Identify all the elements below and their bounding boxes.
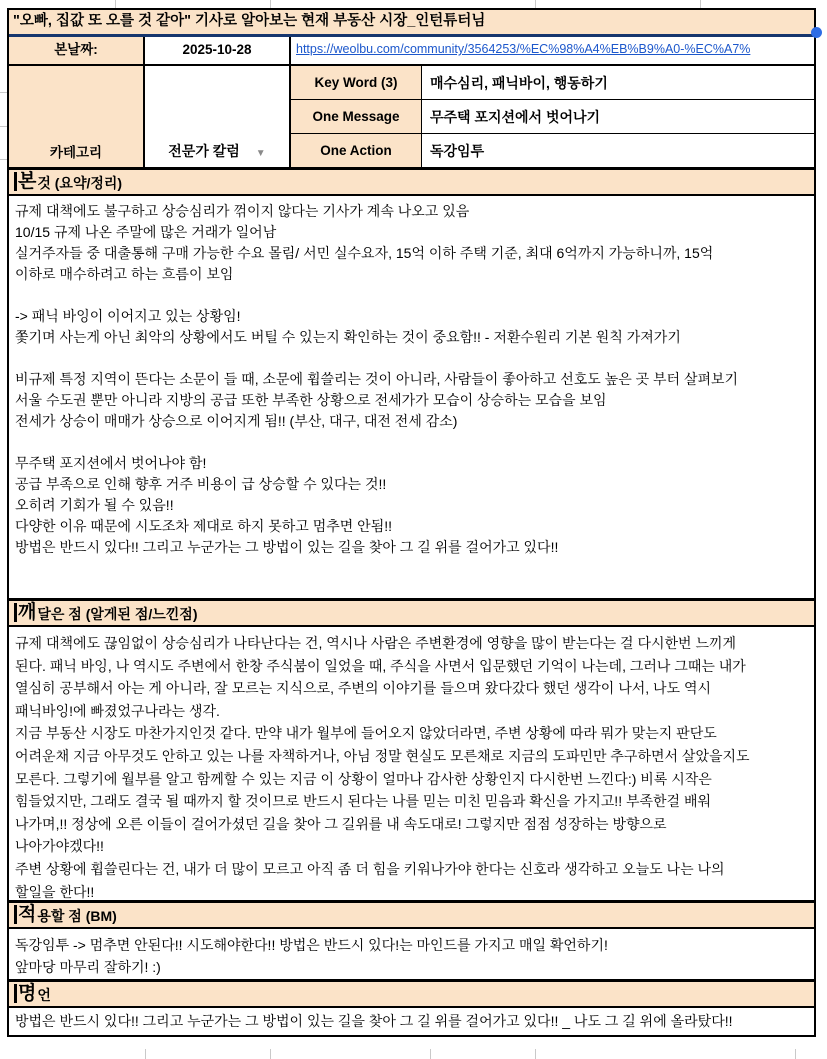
section-bar-icon (14, 172, 17, 191)
section-header-quote (9, 981, 814, 1008)
text-line: -> 패닉 바잉이 이어지고 있는 상황임! (15, 308, 241, 324)
section-title: 것 (요약/정리) (37, 175, 123, 191)
text-line: 공급 부족으로 인해 향후 거주 비용이 급 상승할 수 있다는 것!! (15, 476, 387, 492)
text-line: 앞마당 마무리 잘하기! :) (15, 959, 161, 975)
one-message-label: One Message (291, 100, 422, 133)
section-title: 용할 점 (BM) (37, 908, 117, 924)
text-line (15, 348, 808, 369)
text-line: 실거주자들 중 대출통해 구매 가능한 수요 몰림/ 서민 실수요자, 15억 이하 주택 기준, 최대 6억까지 가능하니까, 15억 (15, 245, 714, 261)
selection-handle-dot[interactable] (811, 27, 822, 38)
section-bar-icon (14, 984, 17, 1003)
chevron-down-icon[interactable]: ▼ (255, 148, 266, 159)
text-line: 방법은 반드시 있다!! 그리고 누군가는 그 방법이 있는 길을 찾아 그 길 위를 걸어가고 있다!! (15, 539, 559, 555)
one-message-value-cell[interactable]: 무주택 포지션에서 벗어나기 (422, 100, 814, 133)
text-line (15, 432, 808, 453)
gridline-tick (535, 1049, 536, 1059)
gridline-tick (795, 1049, 796, 1059)
section-bar-icon (14, 905, 17, 924)
text-line: 규제 대책에도 불구하고 상승심리가 꺾이지 않다는 기사가 계속 나오고 있음 (15, 203, 470, 219)
meta-row-message (291, 100, 814, 134)
text-line: 전세가 상승이 매매가 상승으로 이어지게 됨!! (부산, 대구, 대전 전세 감소) (15, 413, 458, 429)
text-line: 독강임투 -> 멈추면 안된다!! 시도해야한다!! 방법은 반드시 있다!는 마인드를 가지고 매일 확언하기! (15, 937, 608, 953)
gridline-tick (270, 0, 271, 8)
section-body-quote[interactable] (9, 1008, 814, 1035)
text-line: 힘들었지만, 그래도 결국 될 때까지 할 것이므로 반드시 된다는 나를 믿는 미친 믿음과 확신을 가지고!! 부족한걸 배워 (15, 793, 712, 810)
text-line: 할일을 한다!! (15, 883, 95, 900)
text-line: 패닉바잉!에 빠졌었구나라는 생각. (15, 702, 220, 719)
article-url-cell (291, 37, 814, 64)
gridline-tick (0, 92, 7, 93)
note-sheet (7, 8, 816, 1037)
text-line: 쫓기며 사는게 아닌 최악의 상황에서도 버틸 수 있는지 확인하는 것이 중요함!! - 저환수원리 기본 원칙 가져가기 (15, 329, 681, 345)
gridline-tick (535, 0, 536, 8)
text-line: 비규제 특정 지역이 뜬다는 소문이 들 때, 소문에 휩쓸리는 것이 아니라, 사람들이 좋아하고 선호도 높은 곳 부터 살펴보기 (15, 371, 739, 387)
sections-container (9, 169, 814, 1035)
category-select[interactable] (145, 66, 291, 167)
text-line: 된다. 패닉 바잉, 나 역시도 주변에서 한창 주식붐이 일었을 때, 주식을 사면서 입문했던 기억이 나는데, 그러나 그때는 내가 (15, 657, 746, 674)
text-line: 10/15 규제 나온 주말에 많은 거래가 일어남 (15, 224, 277, 240)
gridline-tick (0, 126, 7, 127)
text-line: 모른다. 그렇기에 월부를 알고 함께할 수 있는 지금 이 상황이 얼마나 감사한 상황인지 다시한번 느낀다:) 비록 시작은 (15, 770, 712, 787)
article-link[interactable]: https://weolbu.com/community/3564253/%EC%98%A4%EB%B9%A0-%EC%A7% (296, 42, 751, 56)
page-title: "오빠, 집값 또 오를 것 같아" 기사로 알아보는 현재 부동산 시장_인턴튜터님 (9, 10, 814, 37)
text-line: 규제 대책에도 끊임없이 상승심리가 나타난다는 건, 역시나 사람은 주변환경에 영향을 많이 받는다는 걸 다시한번 느끼게 (15, 635, 737, 651)
text-line: 오히려 기회가 될 수 있음!! (15, 497, 174, 513)
gridline-tick (0, 159, 7, 160)
one-action-label: One Action (291, 134, 422, 167)
section-header-apply (9, 902, 814, 929)
gridline-tick (115, 0, 116, 8)
text-line: 열심히 공부해서 아는 게 아니라, 잘 모르는 지식으로, 주변의 이야기를 들으며 왔다갔다 했던 생각이 나서, 나도 역시 (15, 680, 712, 697)
date-value-cell[interactable]: 2025-10-28 (145, 37, 291, 64)
meta-row-keyword (291, 66, 814, 100)
text-line: 나아가야겠다!! (15, 838, 104, 855)
section-title-initial: 적 (18, 904, 37, 925)
gridline-tick (145, 1049, 146, 1059)
section-bar-icon (14, 603, 17, 622)
keyword-value-cell[interactable]: 매수심리, 패닉바이, 행동하기 (422, 66, 814, 99)
text-line (15, 285, 808, 306)
text-line: 지금 부동산 시장도 마찬가지인것 같다. 만약 내가 월부에 들어오지 않았더라면, 주변 상황에 따라 뭐가 맞는지 판단도 (15, 725, 717, 742)
section-title-initial: 깨 (18, 602, 37, 623)
section-title: 언 (37, 987, 51, 1003)
text-line: 어려운채 지금 아무것도 안하고 있는 나를 자책하거나, 아님 정말 현실도 모른채로 지금의 도파민만 추구하면서 살았을지도 (15, 747, 750, 764)
meta-row-action (291, 134, 814, 167)
text-line: 이하로 매수하려고 하는 흐름이 보임 (15, 266, 234, 282)
section-title-initial: 명 (18, 983, 37, 1004)
section-header-summary (9, 169, 814, 196)
text-line: 무주택 포지션에서 벗어나야 함! (15, 455, 207, 471)
text-line: 다양한 이유 때문에 시도조차 제대로 하지 못하고 멈추면 안됨!! (15, 518, 392, 534)
date-label: 본날짜: (9, 37, 145, 64)
category-value: 전문가 칼럼 (168, 143, 240, 159)
section-header-learned (9, 600, 814, 627)
meta-rows (291, 66, 814, 167)
section-body-apply[interactable] (9, 929, 814, 981)
gridline-tick (270, 1049, 271, 1059)
one-action-value-cell[interactable]: 독강임투 (422, 134, 814, 167)
text-line: 나가며,!! 정상에 오른 이들이 걸어가셨던 길을 찾아 그 길위를 내 속도대로! 그렇지만 점점 성장하는 방향으로 (15, 815, 667, 832)
section-body-summary[interactable] (9, 196, 814, 600)
text-line: 주변 상황에 휩쓸린다는 건, 내가 더 많이 모르고 아직 좀 더 힘을 키워나가야 한다는 신호라 생각하고 오늘도 나는 나의 (15, 860, 725, 877)
text-line: 방법은 반드시 있다!! 그리고 누군가는 그 방법이 있는 길을 찾아 그 길 위를 걸어가고 있다!! _ 나도 그 길 위에 올라탔다!! (15, 1013, 733, 1029)
info-row (9, 37, 814, 66)
meta-block (9, 66, 814, 169)
gridline-tick (700, 0, 701, 8)
gridline-tick (430, 1049, 431, 1059)
keyword-label: Key Word (3) (291, 66, 422, 99)
section-body-learned[interactable] (9, 627, 814, 902)
category-label: 카테고리 (9, 66, 145, 167)
section-title-initial: 본 (18, 171, 37, 192)
text-line: 서울 수도권 뿐만 아니라 지방의 공급 또한 부족한 상황으로 전세가가 모습이 상승하는 모습을 보임 (15, 392, 607, 408)
section-title: 달은 점 (알게된 점/느낀점) (37, 606, 198, 622)
